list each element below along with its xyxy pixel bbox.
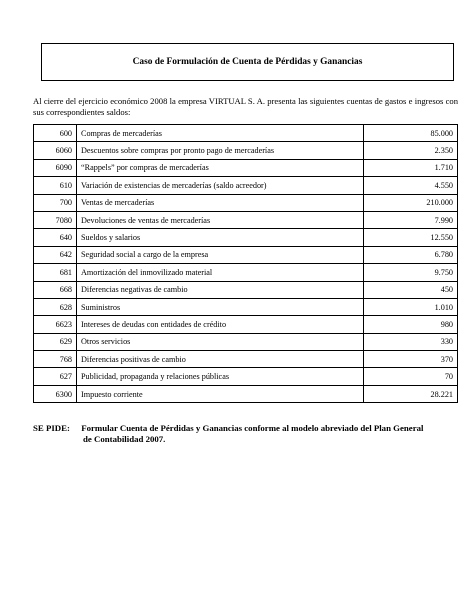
table-row (34, 125, 458, 142)
account-description: Diferencias positivas de cambio (77, 351, 364, 368)
account-code: 610 (34, 177, 77, 194)
account-description: Ventas de mercaderías (77, 194, 364, 211)
account-code: 668 (34, 281, 77, 298)
account-amount: 2.350 (364, 142, 458, 159)
account-code: 6060 (34, 142, 77, 159)
table-row (34, 368, 458, 385)
account-code: 6300 (34, 385, 77, 402)
account-description: Seguridad social a cargo de la empresa (77, 246, 364, 263)
account-code: 627 (34, 368, 77, 385)
table-row (34, 246, 458, 263)
account-code: 7080 (34, 211, 77, 228)
account-amount: 6.780 (364, 246, 458, 263)
account-description: Otros servicios (77, 333, 364, 350)
table-row (34, 194, 458, 211)
account-amount: 980 (364, 316, 458, 333)
table-row (34, 177, 458, 194)
account-code: 700 (34, 194, 77, 211)
account-code: 640 (34, 229, 77, 246)
account-amount: 450 (364, 281, 458, 298)
account-amount: 85.000 (364, 125, 458, 142)
account-code: 629 (34, 333, 77, 350)
account-amount: 1.710 (364, 159, 458, 176)
table-row (34, 264, 458, 281)
table-row (34, 316, 458, 333)
account-description: Intereses de deudas con entidades de crédito (77, 316, 364, 333)
table-row (34, 159, 458, 176)
table-row (34, 229, 458, 246)
accounts-table (33, 124, 458, 403)
table-row (34, 333, 458, 350)
account-code: 600 (34, 125, 77, 142)
account-code: 6090 (34, 159, 77, 176)
account-amount: 7.990 (364, 211, 458, 228)
account-description: Publicidad, propaganda y relaciones públicas (77, 368, 364, 385)
account-amount: 1.010 (364, 298, 458, 315)
account-code: 628 (34, 298, 77, 315)
account-description: Compras de mercaderías (77, 125, 364, 142)
account-description: Sueldos y salarios (77, 229, 364, 246)
table-row (34, 351, 458, 368)
account-description: Impuesto corriente (77, 385, 364, 402)
account-amount: 4.550 (364, 177, 458, 194)
account-description: Variación de existencias de mercaderías (saldo acreedor) (77, 177, 364, 194)
document-title: Caso de Formulación de Cuenta de Pérdidas y Ganancias (132, 57, 363, 67)
se-pide-section (33, 423, 458, 445)
account-amount: 9.750 (364, 264, 458, 281)
table-row (34, 211, 458, 228)
table-row (34, 281, 458, 298)
account-description: Amortización del inmovilizado material (77, 264, 364, 281)
account-description: Suministros (77, 298, 364, 315)
table-row (34, 385, 458, 402)
account-amount: 12.550 (364, 229, 458, 246)
table-row (34, 142, 458, 159)
account-code: 642 (34, 246, 77, 263)
account-description: Diferencias negativas de cambio (77, 281, 364, 298)
se-pide-label: SE PIDE: (33, 423, 70, 433)
account-code: 768 (34, 351, 77, 368)
account-amount: 210.000 (364, 194, 458, 211)
account-code: 681 (34, 264, 77, 281)
intro-paragraph: Al cierre del ejercicio económico 2008 la empresa VIRTUAL S. A. presenta las siguientes cuentas de gastos e ingresos con sus correspondientes saldos: (33, 96, 458, 117)
account-description: Descuentos sobre compras por pronto pago de mercaderías (77, 142, 364, 159)
se-pide-line1: Formular Cuenta de Pérdidas y Ganancias conforme al modelo abreviado del Plan General (81, 423, 424, 433)
account-code: 6623 (34, 316, 77, 333)
account-amount: 330 (364, 333, 458, 350)
title-box (41, 43, 454, 81)
account-amount: 70 (364, 368, 458, 385)
account-description: Devoluciones de ventas de mercaderías (77, 211, 364, 228)
account-description: “Rappels” por compras de mercaderías (77, 159, 364, 176)
account-amount: 28.221 (364, 385, 458, 402)
table-row (34, 298, 458, 315)
account-amount: 370 (364, 351, 458, 368)
se-pide-line2: de Contabilidad 2007. (83, 434, 166, 444)
accounts-table-body (34, 125, 458, 403)
